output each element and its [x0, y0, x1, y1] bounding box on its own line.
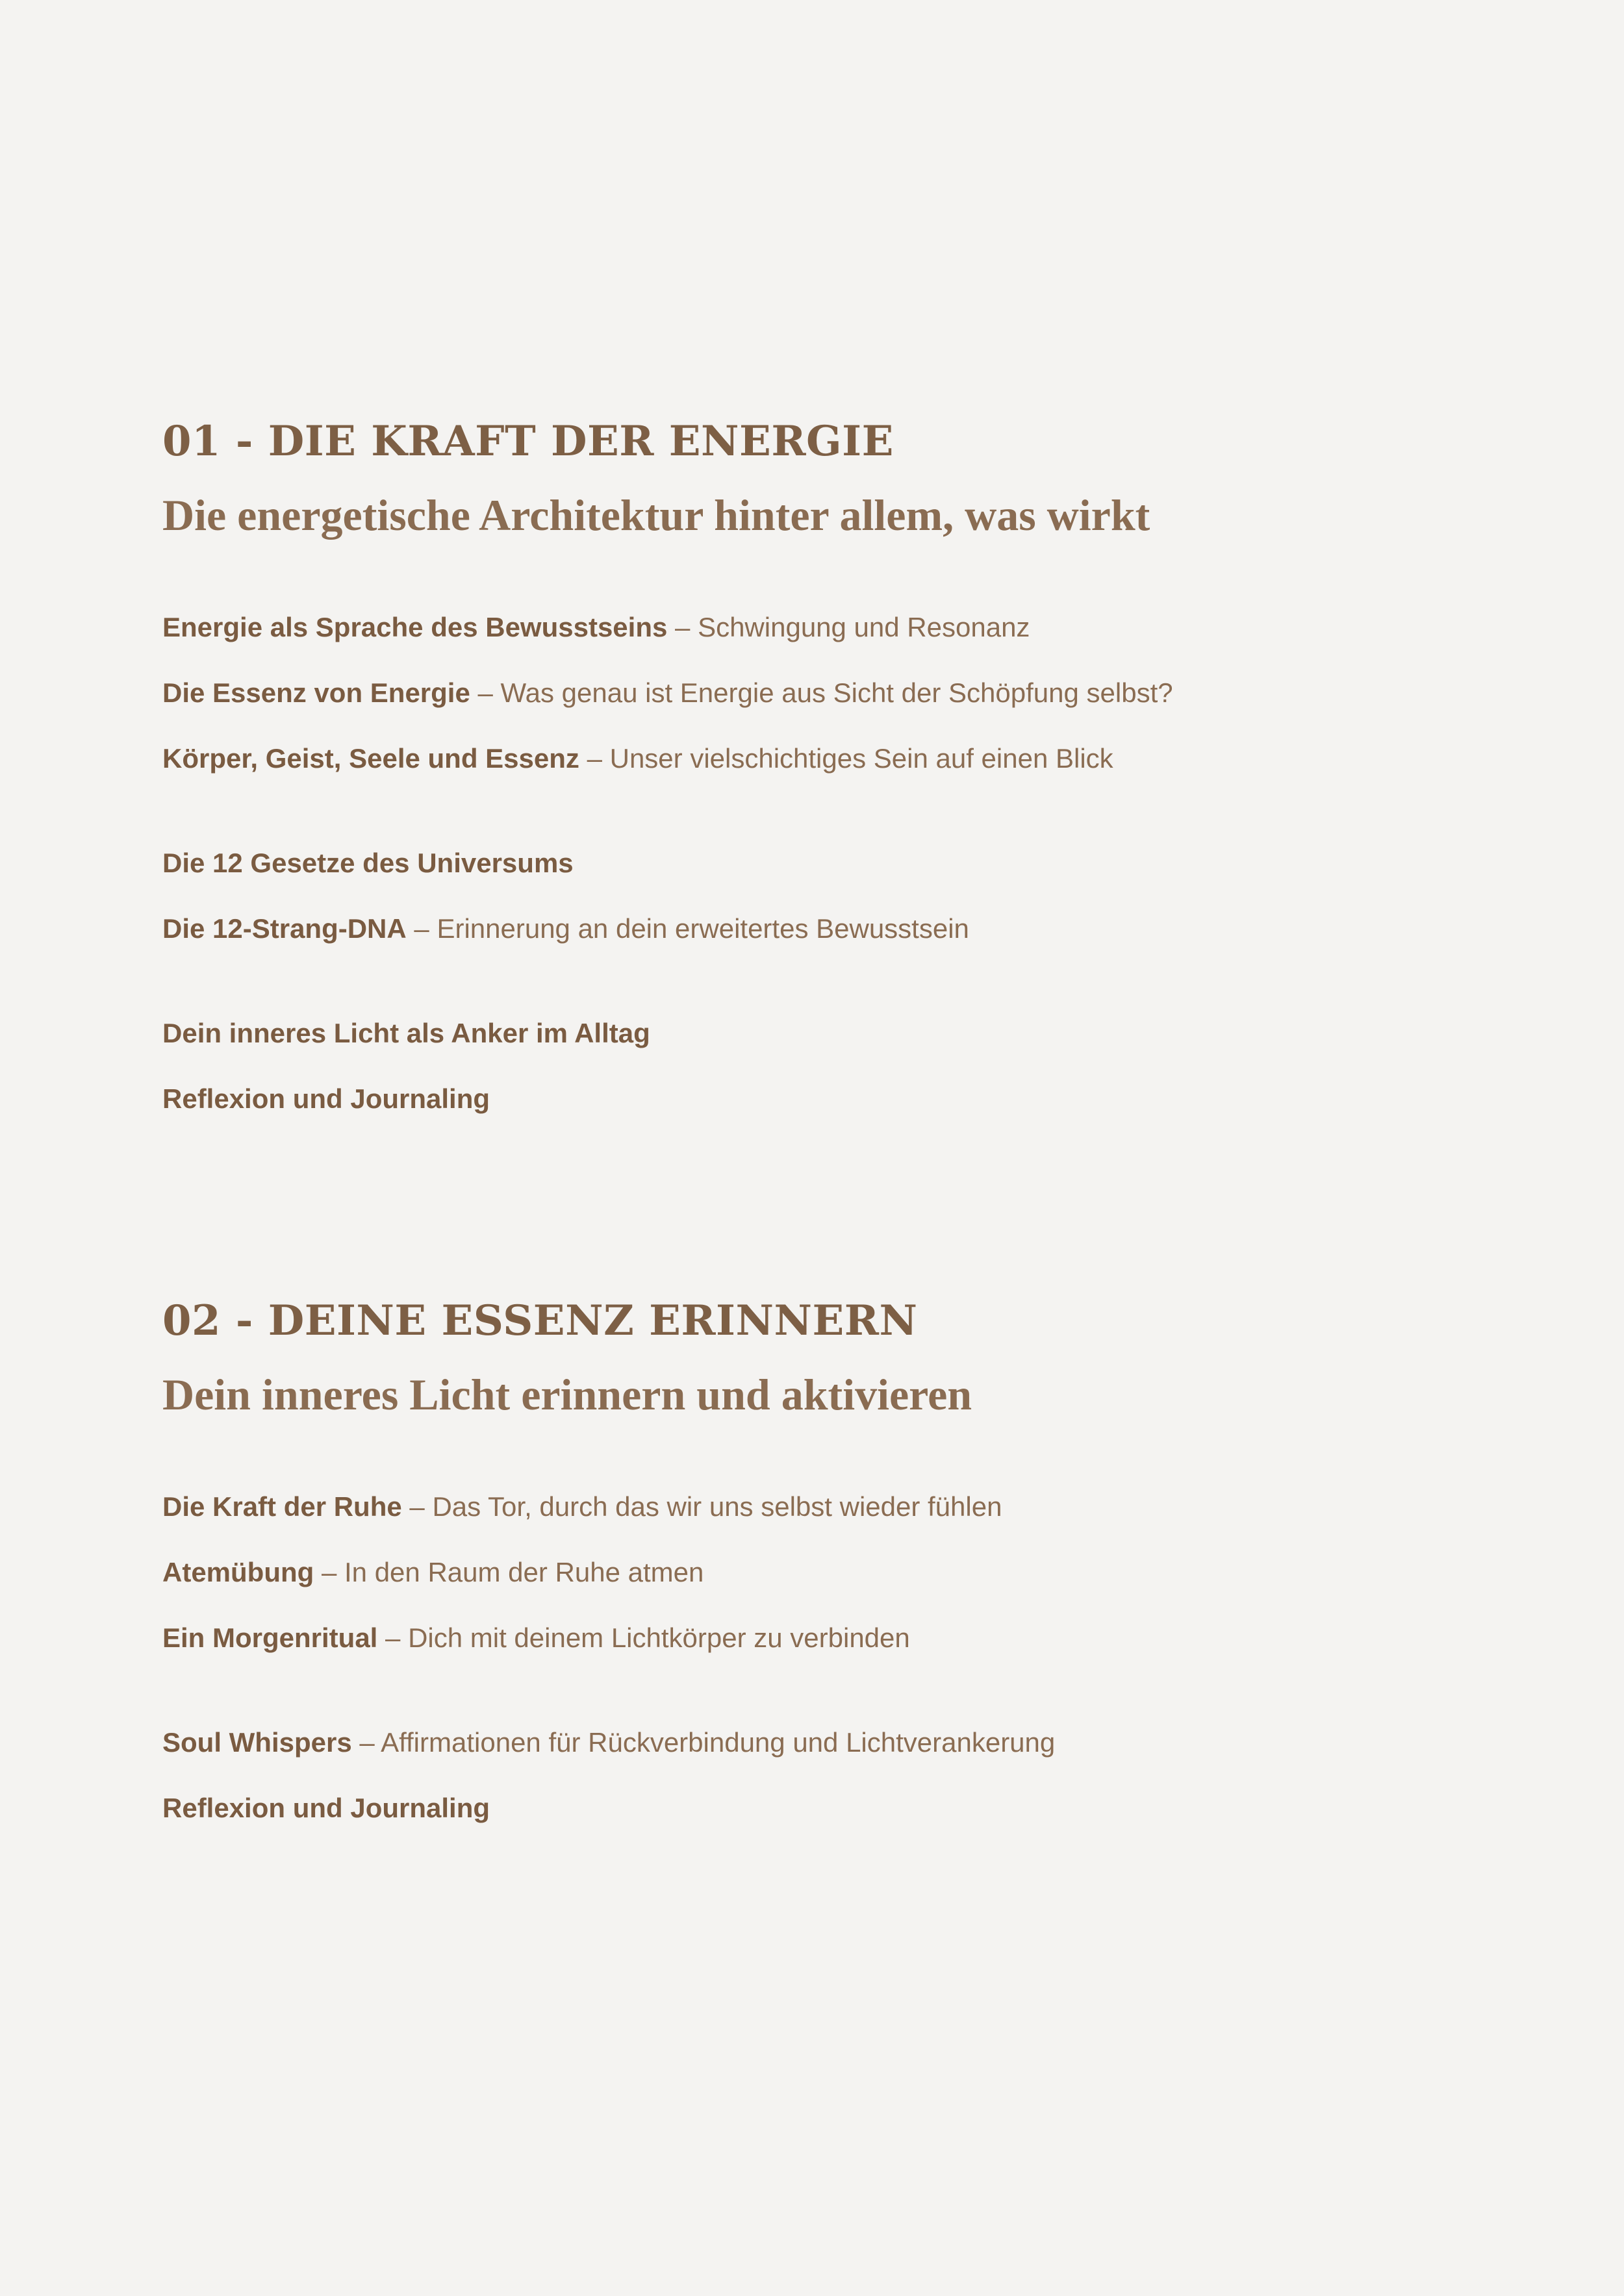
list-item: [162, 1487, 1527, 1526]
item-label: Die Kraft der Ruhe: [162, 1491, 402, 1522]
item-separator: –: [401, 1491, 433, 1522]
chapter-item-list: [162, 1487, 1527, 1828]
item-label: Atemübung: [162, 1557, 314, 1587]
item-label: Die Essenz von Energie: [162, 677, 470, 708]
item-description: In den Raum der Ruhe atmen: [344, 1557, 704, 1587]
item-separator: –: [470, 677, 501, 708]
list-item: [162, 1553, 1527, 1592]
item-label: Die 12 Gesetze des Universums: [162, 848, 574, 878]
item-label: Reflexion und Journaling: [162, 1793, 490, 1823]
item-description: Dich mit deinem Lichtkörper zu verbinden: [408, 1622, 910, 1653]
item-label: Körper, Geist, Seele und Essenz: [162, 743, 579, 774]
chapter-subtitle: Die energetische Architektur hinter allem, was wirkt: [162, 490, 1150, 540]
item-description: Unser vielschichtiges Sein auf einen Blick: [609, 743, 1113, 774]
list-item: [162, 1619, 1527, 1658]
item-separator: –: [351, 1727, 381, 1758]
chapter-title: 01 - DIE KRAFT DER ENERGIE: [162, 417, 894, 466]
chapter-subtitle: Dein inneres Licht erinnern und aktivieren: [162, 1370, 972, 1419]
item-label: Dein inneres Licht als Anker im Alltag: [162, 1018, 650, 1048]
item-description: Schwingung und Resonanz: [698, 612, 1030, 642]
chapter-02: [162, 1290, 1527, 1854]
list-item: [162, 909, 1527, 948]
item-description: Affirmationen für Rückverbindung und Lichtverankerung: [381, 1727, 1056, 1758]
item-separator: –: [406, 913, 437, 944]
list-item: [162, 1014, 1527, 1053]
item-separator: –: [377, 1622, 409, 1653]
chapter-01: [162, 410, 1527, 1145]
item-label: Soul Whispers: [162, 1727, 352, 1758]
list-item: [162, 674, 1527, 713]
list-item: [162, 1723, 1527, 1762]
item-label: Die 12-Strang-DNA: [162, 913, 407, 944]
list-item: [162, 1079, 1527, 1118]
list-item: [162, 844, 1527, 883]
chapter-title: 02 - DEINE ESSENZ ERINNERN: [162, 1296, 918, 1345]
item-separator: –: [579, 743, 610, 774]
item-label: Ein Morgenritual: [162, 1622, 378, 1653]
item-description: Das Tor, durch das wir uns selbst wieder fühlen: [432, 1491, 1002, 1522]
list-item: [162, 608, 1527, 647]
item-separator: –: [314, 1557, 344, 1587]
list-item: [162, 1789, 1527, 1828]
item-description: Erinnerung an dein erweitertes Bewusstsein: [437, 913, 969, 944]
list-item: [162, 739, 1527, 778]
item-label: Energie als Sprache des Bewusstseins: [162, 612, 668, 642]
item-description: Was genau ist Energie aus Sicht der Schöpfung selbst?: [500, 677, 1173, 708]
item-label: Reflexion und Journaling: [162, 1083, 490, 1114]
chapter-item-list: [162, 608, 1527, 1118]
item-separator: –: [667, 612, 698, 642]
